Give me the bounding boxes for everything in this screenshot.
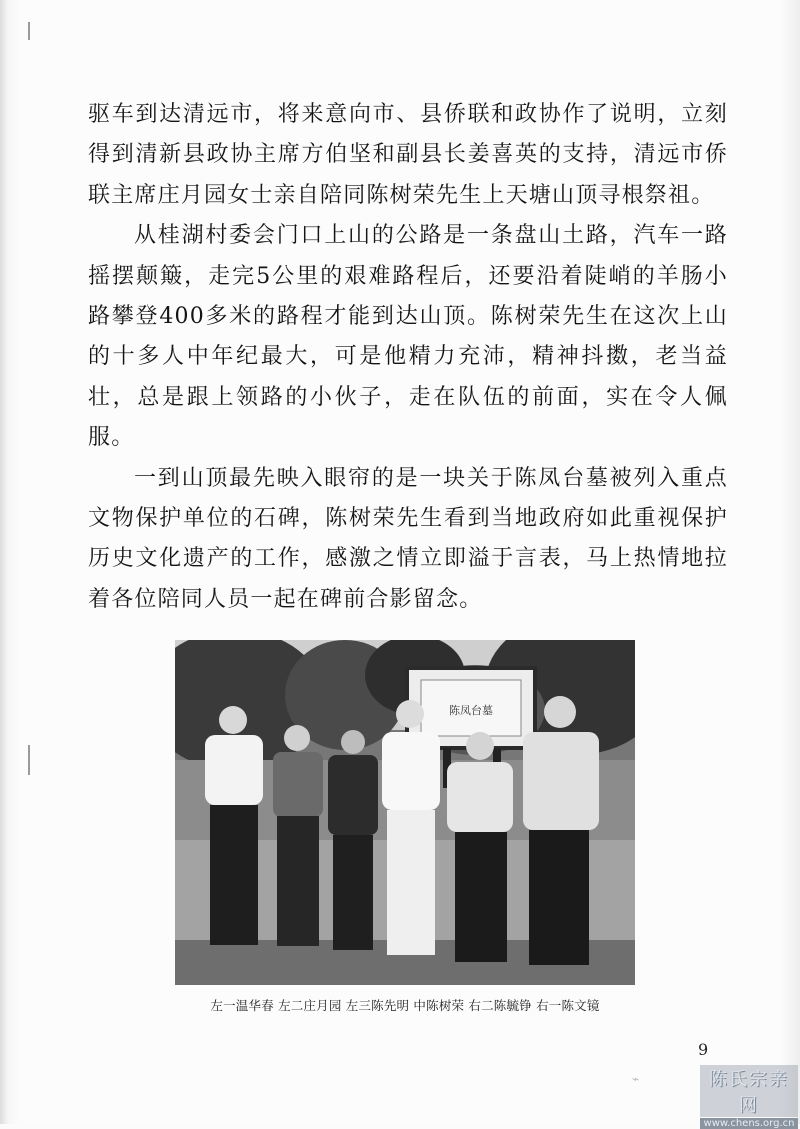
body-text: [88, 95, 728, 620]
photo-caption: 左一温华春 左二庄月园 左三陈先明 中陈树荣 右二陈毓铮 右一陈文镜: [210, 998, 600, 1013]
watermark-url: www.chens.org.cn: [700, 1118, 798, 1129]
group-photo: [175, 640, 635, 985]
paragraph: 一到山顶最先映入眼帘的是一块关于陈凤台墓被列入重点文物保护单位的石碑，陈树荣先生看到当地政府如此重视保护历史文化遗产的工作，感激之情立即溢于言表，马上热情地拉着各位陪同人员一起在碑前合影留念。: [88, 465, 728, 612]
paragraph: 从桂湖村委会门口上山的公路是一条盘山土路，汽车一路摇摆颠簸，走完5公里的艰难路程后，还要沿着陡峭的羊肠小路攀登400多米的路程才能到达山顶。陈树荣先生在这次上山的十多人中年纪最大，可是他精力充沛，精神抖擞，老当益壮，总是跟上领路的小伙子，走在队伍的前面，实在令人佩服。: [88, 223, 728, 451]
sign-text: 陈凤台墓: [449, 704, 493, 717]
watermark-logo: [700, 1065, 798, 1129]
watermark-title: 陈氏宗亲网: [700, 1065, 798, 1117]
scan-smudge: ⌁: [632, 1072, 640, 1086]
group-photo-illustration: [175, 640, 635, 985]
scan-edge-mark: [28, 22, 30, 40]
page-number: 9: [698, 1040, 709, 1059]
scan-edge-mark: [28, 745, 30, 775]
paragraph: 驱车到达清远市，将来意向市、县侨联和政协作了说明，立刻得到清新县政协主席方伯坚和副县长姜喜英的支持，清远市侨联主席庄月园女士亲自陪同陈树荣先生上天塘山顶寻根祭祖。: [88, 102, 728, 208]
